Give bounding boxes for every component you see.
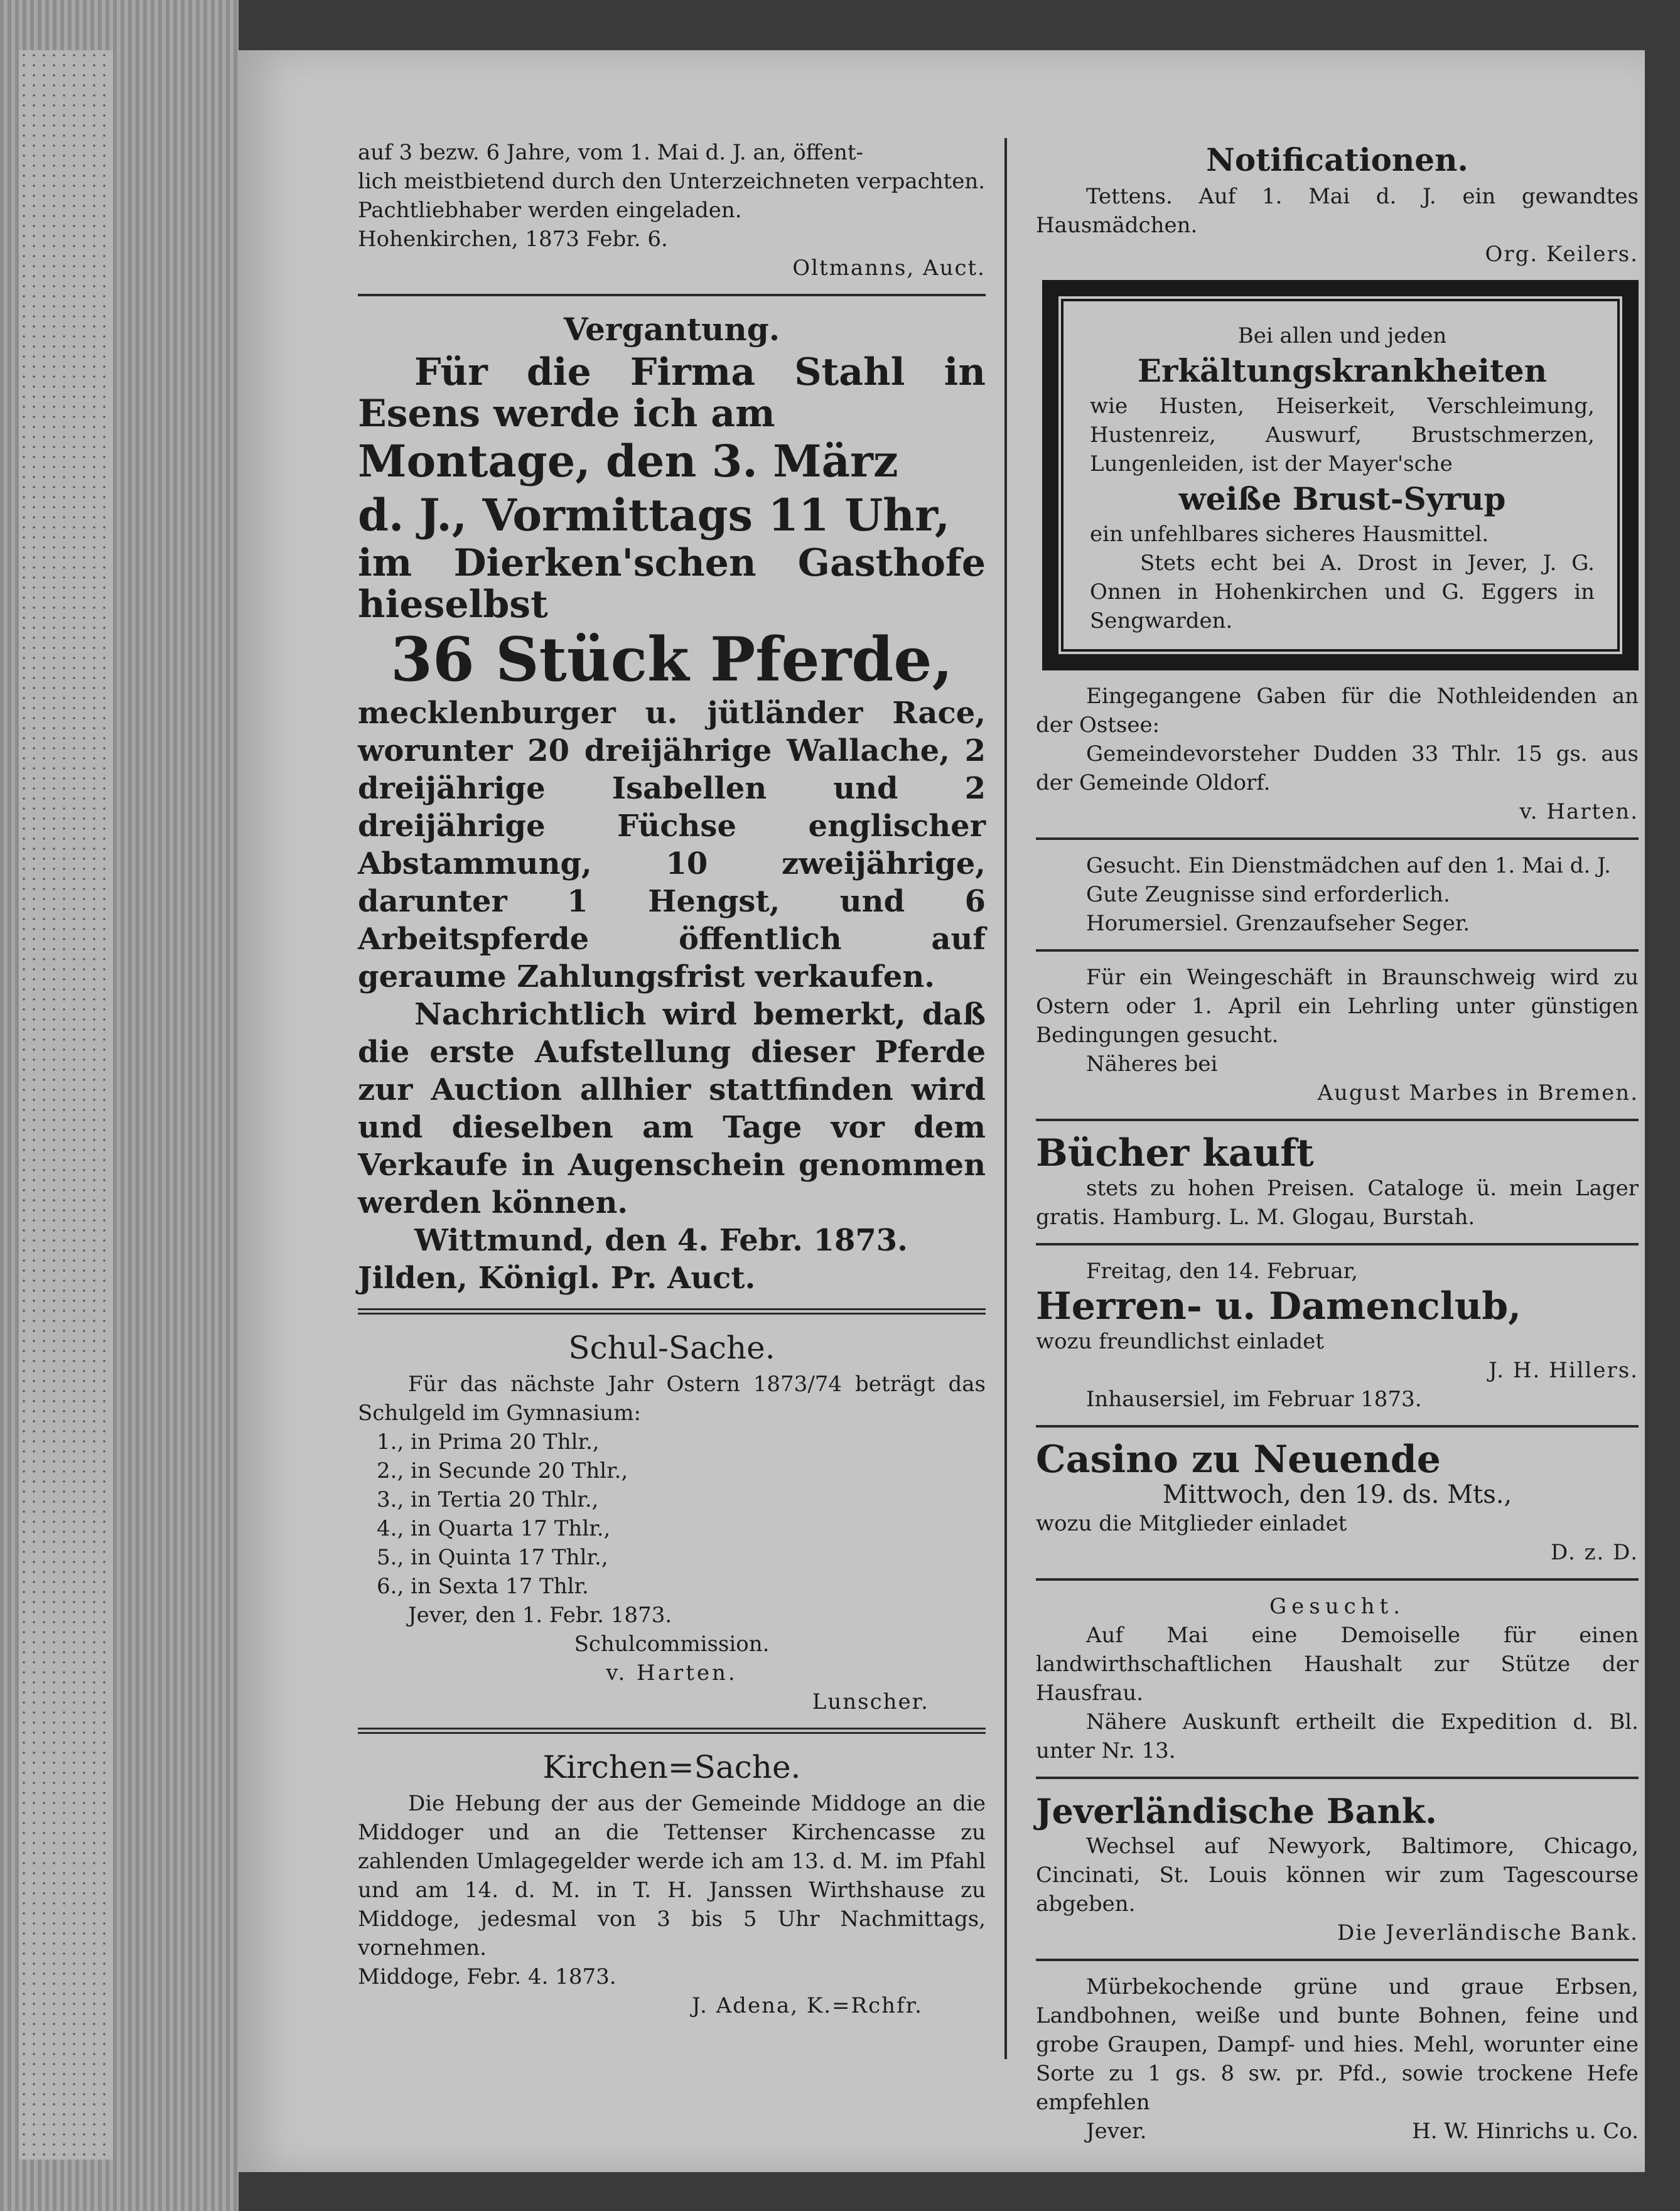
list-item: 6., in Sexta 17 Thlr. — [377, 1574, 589, 1599]
rule — [1036, 837, 1639, 840]
newspaper-page — [239, 50, 1645, 2172]
column-divider — [1004, 138, 1007, 2059]
rule — [1036, 1777, 1639, 1779]
vergantung-ad — [358, 308, 986, 1297]
kirchen-title: Kirchen=Sache. — [542, 1749, 801, 1785]
list-item: 1., in Prima 20 Thlr., — [377, 1429, 600, 1455]
casino-signature: D. z. D. — [1550, 1540, 1639, 1565]
books-body: stets zu hohen Preisen. Cataloge ü. mein Lager gratis. Hamburg. L. M. Glogau, Burstah. — [1036, 1176, 1639, 1230]
lease-line-1: auf 3 bezw. 6 Jahre, vom 1. Mai d. J. an, öffent- — [358, 140, 864, 165]
list-item: 4., in Quarta 17 Thlr., — [377, 1516, 611, 1541]
apprentice-body: Für ein Weingeschäft in Braunschweig wird zu Ostern oder 1. April ein Lehrling unter günstigen Bedingungen gesucht. — [1036, 965, 1639, 1048]
vergantung-date: Wittmund, den 4. Febr. 1873. — [414, 1223, 908, 1258]
rule — [1036, 1243, 1639, 1245]
right-column — [1036, 138, 1639, 2146]
lease-notice — [358, 138, 986, 282]
schul-signature-1: v. Harten. — [606, 1660, 738, 1686]
vergantung-intro: Für die Firma Stahl in Esens werde ich am — [358, 350, 986, 436]
maid-wanted — [1036, 851, 1639, 938]
books-ad — [1036, 1132, 1639, 1232]
peas-place: Jever. — [1086, 2119, 1147, 2144]
peas-ad — [1036, 1972, 1639, 2146]
donations-intro: Eingegangene Gaben für die Nothleidenden an der Ostsee: — [1036, 684, 1639, 738]
kirchen-signature: J. Adena, K.=Rchfr. — [692, 1993, 923, 2018]
schul-intro: Für das nächste Jahr Ostern 1873/74 beträgt das Schulgeld im Gymnasium: — [358, 1372, 986, 1426]
schul-org: Schulcommission. — [574, 1632, 770, 1657]
apprentice-wanted — [1036, 963, 1639, 1107]
schul-signature-2: Lunscher. — [812, 1689, 929, 1714]
vergantung-headline: 36 Stück Pferde, — [390, 624, 953, 695]
book-edge — [0, 0, 239, 2211]
notifications-title: Notificationen. — [1206, 141, 1468, 178]
donations-signature: v. Harten. — [1519, 799, 1639, 824]
bank-signature: Die Jeverländische Bank. — [1337, 1920, 1639, 1945]
books-title: Bücher kauft — [1036, 1131, 1314, 1175]
bank-body: Wechsel auf Newyork, Baltimore, Chicago, Cincinati, St. Louis können wir zum Tagescourse abgeben. — [1036, 1834, 1639, 1917]
vergantung-place: im Dierken'schen Gasthofe hieselbst — [358, 541, 986, 627]
club-date: Freitag, den 14. Februar, — [1086, 1259, 1358, 1284]
peas-signature: H. W. Hinrichs u. Co. — [1412, 2119, 1639, 2144]
demoiselle-body: Auf Mai eine Demoiselle für einen landwirthschaftlichen Haushalt zur Stütze der Hausfrau. — [1036, 1623, 1639, 1706]
syrup-ad — [1042, 280, 1639, 670]
kirchen-body: Die Hebung der aus der Gemeinde Middoge an die Middoger und an die Tettenser Kirchencasse zu zahlenden Umlagegelder werde ich am 13. d. M. im Pfahl und am 14. d. M. in T. H. Janssen Wirthshause zu Middoge, jedesmal von 3 bis 5 Uhr Nachmittags, vornehmen. — [358, 1791, 986, 1961]
vergantung-time-line: d. J., Vormittags 11 Uhr, — [358, 489, 950, 541]
lease-line-2: lich meistbietend durch den Unterzeichneten verpachten. — [358, 169, 986, 194]
maid-body: Gesucht. Ein Dienstmädchen auf den 1. Mai d. J. — [1086, 853, 1611, 878]
rule — [1036, 949, 1639, 952]
left-column — [358, 138, 986, 2020]
club-invite: wozu freundlichst einladet — [1036, 1329, 1324, 1354]
list-item: 2., in Secunde 20 Thlr., — [377, 1458, 628, 1483]
schul-date: Jever, den 1. Febr. 1873. — [408, 1603, 672, 1628]
peas-body: Mürbekochende grüne und graue Erbsen, Landbohnen, weiße und bunte Bohnen, feine und grobe Graupen, Dampf- und hies. Mehl, worunter eine Sorte zu 1 gs. 8 sw. pr. Pfd., sowie trockene Hefe empfehlen — [1036, 1974, 1639, 2115]
rule — [1036, 1119, 1639, 1121]
lease-date: Hohenkirchen, 1873 Febr. 6. — [358, 227, 668, 252]
kirchen-date: Middoge, Febr. 4. 1873. — [358, 1964, 617, 1989]
notifications-signature: Org. Keilers. — [1485, 242, 1639, 267]
peas-footer — [1036, 2117, 1639, 2146]
club-signature: J. H. Hillers. — [1489, 1358, 1639, 1383]
demoiselle-title: Gesucht. — [1269, 1594, 1406, 1619]
page-edge-speckle — [19, 50, 113, 2160]
donations-body: Gemeindevorsteher Dudden 33 Thlr. 15 gs. aus der Gemeinde Oldorf. — [1036, 741, 1639, 795]
notifications-body: Tettens. Auf 1. Mai d. J. ein gewandtes Hausmädchen. — [1036, 184, 1639, 238]
maid-body-2: Gute Zeugnisse sind erforderlich. — [1086, 882, 1450, 907]
schul-notice — [358, 1326, 986, 1716]
maid-signature: Horumersiel. Grenzaufseher Seger. — [1086, 911, 1470, 936]
vergantung-title: Vergantung. — [563, 311, 780, 348]
syrup-symptoms: wie Husten, Heiserkeit, Verschleimung, Hustenreiz, Auswurf, Brustschmerzen, Lungenleiden, ist der Mayer'sche — [1090, 394, 1595, 476]
lease-signature: Oltmanns, Auct. — [792, 256, 986, 281]
syrup-vendors: Stets echt bei A. Drost in Jever, J. G. Onnen in Hohenkirchen und G. Eggers in Sengwarden. — [1090, 551, 1595, 633]
vergantung-signature: Jilden, Königl. Pr. Auct. — [358, 1261, 756, 1296]
donations — [1036, 682, 1639, 826]
rule — [358, 294, 986, 296]
club-title: Herren- u. Damenclub, — [1036, 1284, 1522, 1328]
vergantung-note: Nachrichtlich wird bemerkt, daß die erste Aufstellung dieser Pferde zur Auction allhier stattfinden wird und dieselben am Tage vor dem Verkaufe in Augenschein genommen werden können. — [358, 997, 986, 1220]
syrup-claim: ein unfehlbares sicheres Hausmittel. — [1090, 522, 1489, 547]
casino-invite: wozu die Mitglieder einladet — [1036, 1511, 1347, 1536]
double-rule — [358, 1728, 986, 1734]
schul-title: Schul-Sache. — [568, 1330, 775, 1366]
notifications — [1036, 138, 1639, 269]
rule — [1036, 1578, 1639, 1581]
apprentice-signature: August Marbes in Bremen. — [1317, 1080, 1639, 1106]
schul-fee-list — [377, 1428, 986, 1601]
list-item: 5., in Quinta 17 Thlr., — [377, 1545, 608, 1570]
double-rule — [358, 1308, 986, 1315]
lease-line-3: Pachtliebhaber werden eingeladen. — [358, 198, 742, 223]
casino-ad — [1036, 1439, 1639, 1567]
demoiselle-wanted — [1036, 1592, 1639, 1765]
bank-ad — [1036, 1790, 1639, 1947]
casino-title: Casino zu Neuende — [1036, 1438, 1441, 1482]
rule — [1036, 1959, 1639, 1961]
apprentice-body-2: Näheres bei — [1086, 1052, 1218, 1077]
syrup-product: weiße Brust-Syrup — [1178, 480, 1506, 517]
rule — [1036, 1425, 1639, 1428]
syrup-headline: Erkältungskrankheiten — [1137, 352, 1548, 389]
club-ad — [1036, 1257, 1639, 1414]
demoiselle-body-2: Nähere Auskunft ertheilt die Expedition d. Bl. unter Nr. 13. — [1036, 1709, 1639, 1763]
list-item: 3., in Tertia 20 Thlr., — [377, 1487, 599, 1512]
vergantung-body: mecklenburger u. jütländer Race, worunter 20 dreijährige Wallache, 2 dreijährige Isabellen und 2 dreijährige Füchse englischer Abstammung, 10 zweijährige, darunter 1 Hengst, und 6 Arbeitspferde öffentlich auf geraume Zahlungsfrist verkaufen. — [358, 696, 986, 994]
bank-title: Jeverländische Bank. — [1036, 1791, 1437, 1831]
vergantung-date-line: Montage, den 3. März — [358, 435, 898, 487]
casino-date: Mittwoch, den 19. ds. Mts., — [1162, 1480, 1512, 1509]
syrup-line-1: Bei allen und jeden — [1237, 323, 1447, 348]
club-place-date: Inhausersiel, im Februar 1873. — [1086, 1387, 1422, 1412]
kirchen-notice — [358, 1745, 986, 2020]
